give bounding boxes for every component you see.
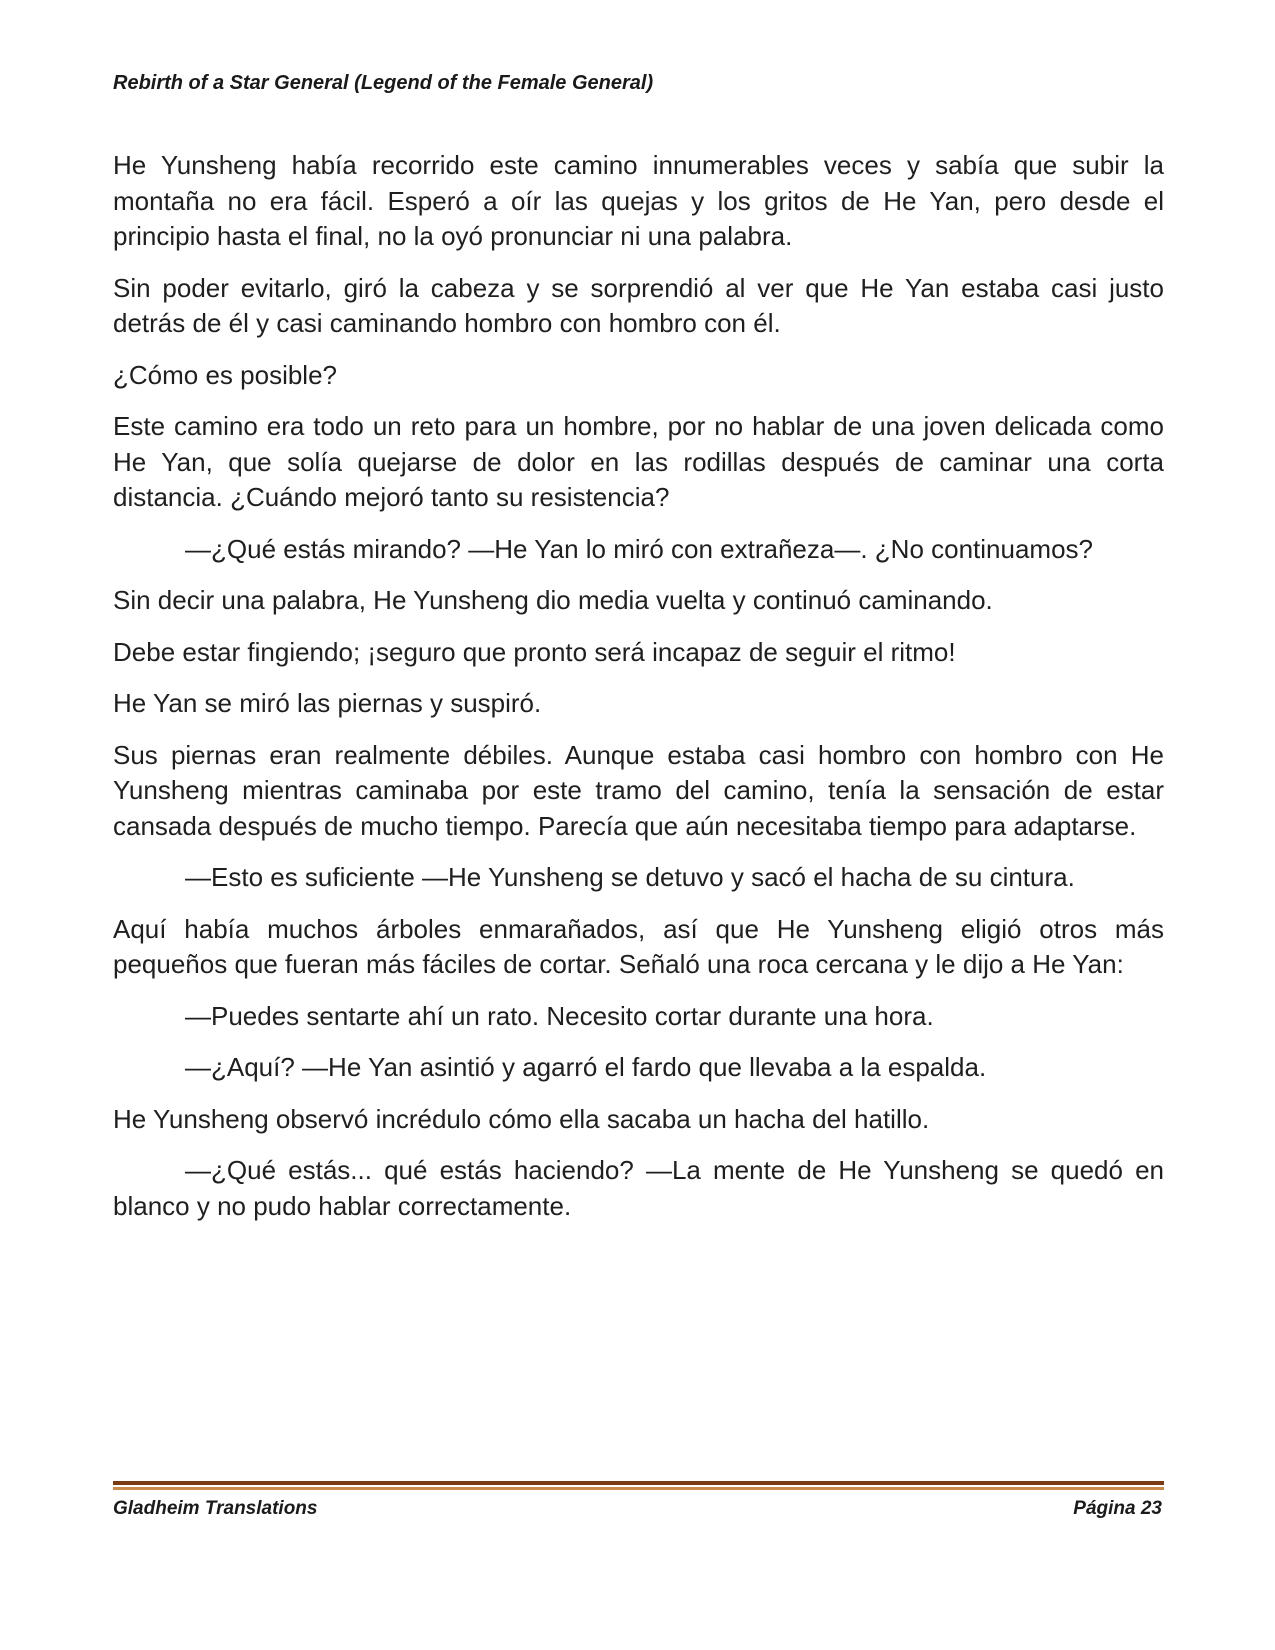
dialog-paragraph: —¿Qué estás mirando? —He Yan lo miró con extrañeza—. ¿No continuamos? [185,533,1094,564]
paragraph: Aquí había muchos árboles enmarañados, así que He Yunsheng eligió otros más pequeños que fueran más fáciles de cortar. Señaló una roca cercana y le dijo a He Yan: [113,913,1164,979]
paragraph: Sin poder evitarlo, giró la cabeza y se sorprendió al ver que He Yan estaba casi justo detrás de él y casi caminando hombro con hombro con él. [113,272,1164,338]
running-header-title: Rebirth of a Star General (Legend of the Female General) [113,72,654,94]
paragraph: He Yan se miró las piernas y suspiró. [113,688,542,718]
paragraph: He Yunsheng observó incrédulo cómo ella sacaba un hacha del hatillo. [113,1103,930,1134]
dialog-paragraph: —¿Aquí? —He Yan asintió y agarró el fardo que llevaba a la espalda. [185,1052,987,1082]
footer-publisher: Gladheim Translations [113,1498,318,1519]
paragraph: Sus piernas eran realmente débiles. Aunque estaba casi hombro con hombro con He Yunsheng mientras caminaba por este tramo del camino, tenía la sensación de estar cansada después de mucho tiempo. Parecía que aún necesitaba tiempo para adaptarse. [113,739,1164,841]
body-text [113,148,1164,1240]
footer-divider-light [113,1487,1164,1490]
paragraph: He Yunsheng había recorrido este camino innumerables veces y sabía que subir la montaña no era fácil. Esperó a oír las quejas y los gritos de He Yan, pero desde el principio hasta el final, no la oyó pronunciar ni una palabra. [113,150,1164,251]
dialog-paragraph: —¿Qué estás... qué estás haciendo? —La mente de He Yunsheng se quedó en blanco y no pudo hablar correctamente. [113,1155,1164,1221]
paragraph: Este camino era todo un reto para un hombre, por no hablar de una joven delicada como He Yan, que solía quejarse de dolor en las rodillas después de caminar una corta distancia. ¿Cuándo mejoró tanto su resistencia? [113,411,1164,512]
paragraph: ¿Cómo es posible? [113,359,337,390]
paragraph: Debe estar fingiendo; ¡seguro que pronto será incapaz de seguir el ritmo! [113,636,956,667]
dialog-paragraph: —Puedes sentarte ahí un rato. Necesito cortar durante una hora. [185,1000,934,1031]
paragraph: Sin decir una palabra, He Yunsheng dio media vuelta y continuó caminando. [113,585,993,615]
footer-divider [113,1481,1164,1490]
footer-page-number: Página 23 [1073,1498,1162,1519]
dialog-paragraph: —Esto es suficiente —He Yunsheng se detuvo y sacó el hacha de su cintura. [185,862,1075,892]
